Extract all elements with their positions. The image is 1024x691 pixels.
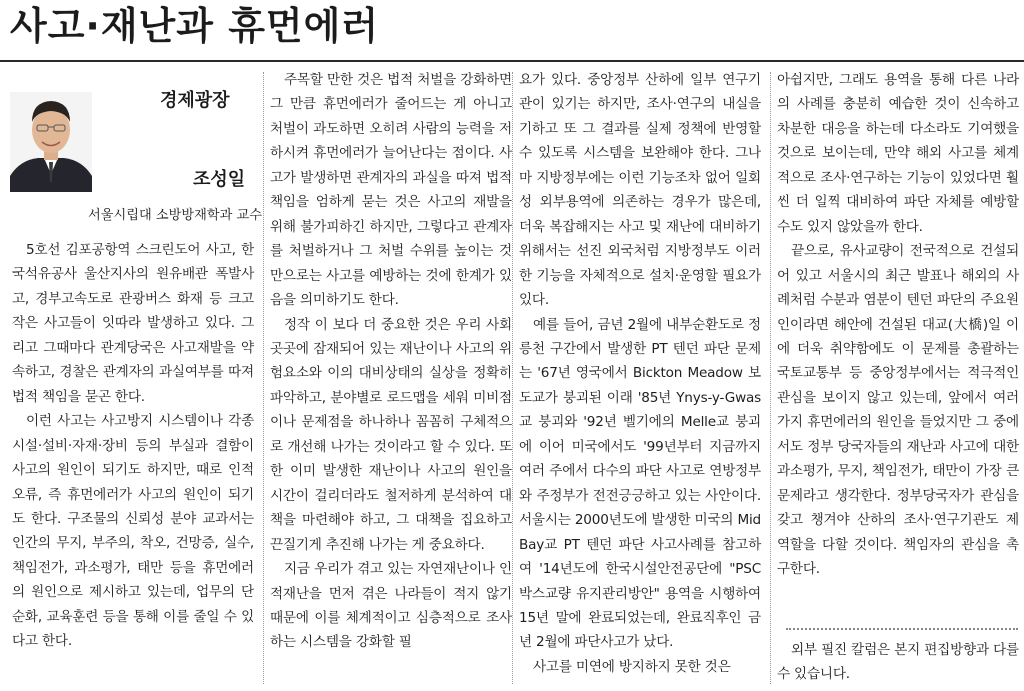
article-column-1 [12,238,254,654]
footnote-rule [786,628,1018,630]
column-divider [263,72,264,684]
headline-rule [0,60,1024,62]
paragraph: 이런 사고는 사고방지 시스템이나 각종 시설·설비·자재·장비 등의 부실과 결함이 사고의 원인이 되기도 하지만, 때로 인적 오류, 즉 휴먼에러가 사고의 원인이 되기도 한다. 구조물의 신뢰성 분야 교과서는 인간의 무지, 부주의, 착오, 건망증, 실수, 책임전가, 과소평가, 태만 등을 휴먼에러의 원인으로 제시하고 있는데, 업무의 단순화, 교육훈련 등을 통해 이를 줄일 수 있다고 한다. [12,413,254,650]
paragraph: 사고를 미연에 방지하지 못한 것은 [533,658,731,675]
paragraph: 끝으로, 유사교량이 전국적으로 건설되어 있고 서울시의 최근 발표나 해외의 사례처럼 수분과 염분이 텐던 파단의 주요원인이라면 해안에 건설된 대교(大橋)일 이에 더욱 취약함에도 이 문제를 총괄하는 국토교통부 등 중앙정부에서는 적극적인 관심을 보이지 않고 있는데, 앞에서 여러 가지 휴먼에러의 원인을 들었지만 그 중에서도 정부 당국자들의 재난과 사고에 대한 과소평가, 무지, 책임전가, 태만이 가장 큰 문제라고 생각한다. 정부당국자가 관심을 갖고 챙겨야 산하의 조사·연구기관도 제 역할을 다할 것이다. 책임자의 관심을 촉구한다. [777,243,1019,578]
article-column-4 [777,68,1019,582]
column-divider [770,72,771,684]
article-column-3 [519,68,761,679]
author-photo [10,92,92,192]
author-name: 조성일 [193,169,246,190]
author-title: 서울시립대 소방방재학과 교수 [88,208,262,223]
paragraph: 요가 있다. 중앙정부 산하에 일부 연구기관이 있기는 하지만, 조사·연구의 내실을 기하고 또 그 결과를 실제 정책에 반영할 수 있도록 시스템을 보완해야 한다. 그나마 지방정부에는 이런 기능조차 없어 일회성 외부용역에 의존하는 경우가 많은데, 더욱 복잡해지는 사고 및 재난에 대비하기 위해서는 선진 외국처럼 지방정부도 이러한 기능을 자체적으로 설치·운영할 필요가 있다. [519,72,761,309]
section-label: 경제광장 [160,90,230,111]
paragraph: 정작 이 보다 더 중요한 것은 우리 사회 곳곳에 잠재되어 있는 재난이나 사고의 위험요소와 이의 대비상태의 실상을 정확히 파악하고, 분야별로 로드맵을 세워 미비점이나 문제점을 하나하나 꼼꼼히 구체적으로 개선해 나가는 것이라고 할 수 있다. 또한 이미 발생한 재난이나 사고의 원인을 시간이 걸리더라도 철저하게 분석하여 대책을 마련해야 하고, 그 대책을 집요하고 끈질기게 추진해 나가는 게 중요하다. [270,316,512,553]
paragraph: 지금 우리가 겪고 있는 자연재난이나 인적재난을 먼저 겪은 나라들이 적지 않기 때문에 이를 체계적이고 심층적으로 조사하는 시스템을 강화할 필 [270,561,512,651]
paragraph: 주목할 만한 것은 법적 처벌을 강화하면 그 만큼 휴먼에러가 줄어드는 게 아니고 처벌이 과도하면 오히려 사람의 능력을 저하시켜 휴먼에러가 늘어난다는 점이다. 사고가 발생하면 관계자의 과실을 따져 법적 책임을 엄하게 묻는 것은 사고의 재발을 위해 불가피하긴 하지만, 그렇다고 관계자를 처벌하거나 그 처벌 수위를 높이는 것만으로는 사고를 예방하는 것에 한계가 있음을 의미하기도 한다. [270,72,512,309]
paragraph: 아쉽지만, 그래도 용역을 통해 다른 나라의 사례를 충분히 예습한 것이 신속하고 차분한 대응을 하는데 다소라도 기여했을 것으로 보이는데, 만약 해외 사고를 체계적으로 조사·연구하는 기능이 있었다면 훨씬 더 일찍 대비하여 파단 자체를 예방할 수도 있지 않았을까 한다. [777,72,1019,235]
headline: 사고·재난과 휴먼에러 [10,4,380,48]
footnote-box [777,638,1019,687]
paragraph: 예를 들어, 금년 2월에 내부순환도로 정릉천 구간에서 발생한 PT 텐던 파단 문제는 '67년 영국에서 Bickton Meadow 보도교가 붕괴된 이래 '85년 Ynys-y-Gwas교 붕괴와 '92년 벨기에의 Melle교 붕괴에 이어 미국에서도 '99년부터 지금까지 여러 주에서 다수의 파단 사고로 연방정부와 주정부가 전전긍긍하고 있는 사안이다. 서울시는 2000년도에 발생한 미국의 Mid Bay교 PT 텐던 파단 사고사례를 참고하여 '14년도에 한국시설안전공단에 "PSC박스교량 유지관리방안" 용역을 시행하여 15년 말에 완료되었는데, 완료직후인 금년 2월에 파단사고가 났다. [519,316,761,651]
editorial-footnote: 외부 필진 칼럼은 본지 편집방향과 다를 수 있습니다. [777,642,1019,683]
article-column-2 [270,68,512,655]
column-divider [512,72,513,684]
paragraph: 5호선 김포공항역 스크린도어 사고, 한국석유공사 울산지사의 원유배관 폭발사고, 경부고속도로 관광버스 화재 등 크고 작은 사고들이 잇따라 발생하고 있다. 그리고 그때마다 관계당국은 사고재발을 약속하고, 경찰은 관계자의 과실여부를 따져 법적 책임을 묻곤 한다. [12,242,254,405]
